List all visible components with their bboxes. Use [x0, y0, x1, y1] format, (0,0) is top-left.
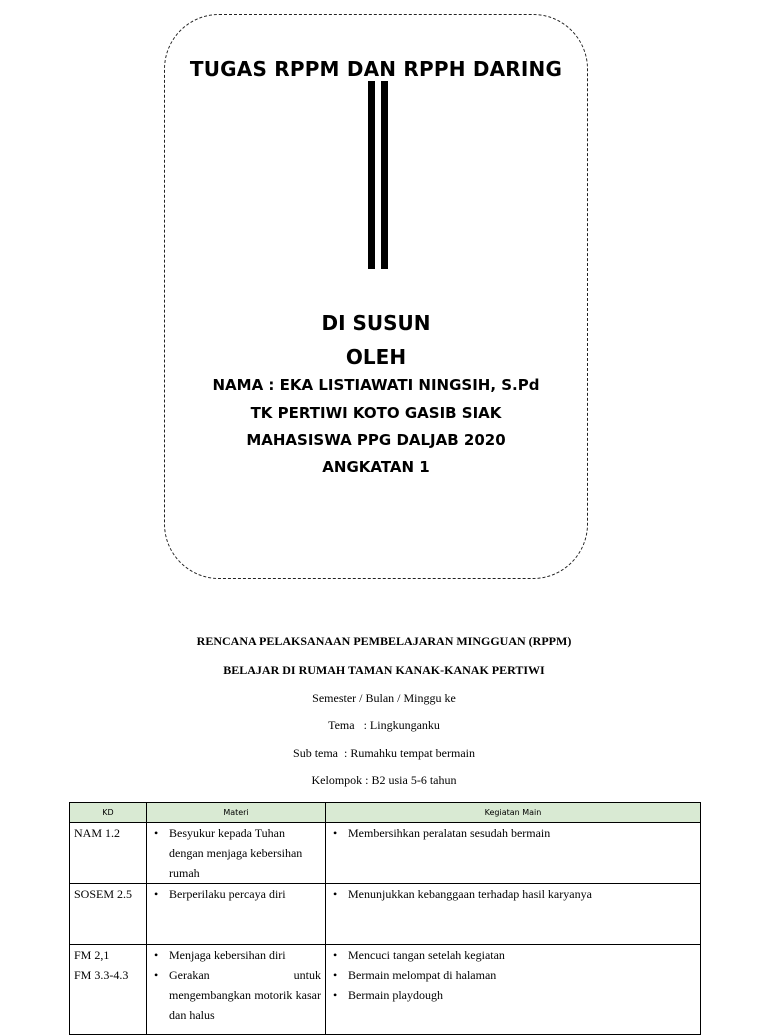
compiled-label: DI SUSUN — [321, 311, 431, 335]
bullet-icon: • — [333, 887, 338, 901]
cohort: ANGKATAN 1 — [322, 458, 430, 476]
list-item — [151, 823, 321, 883]
bullet-icon: • — [333, 968, 338, 982]
rppm-table — [69, 802, 701, 1035]
header-kegiatan: Kegiatan Main — [326, 803, 701, 823]
kd-code: FM 3.3-4.3 — [74, 968, 129, 982]
bar-right — [381, 81, 388, 269]
table-header-row — [70, 803, 701, 823]
school-name: TK PERTIWI KOTO GASIB SIAK — [250, 404, 502, 422]
kd-code: FM 2,1 — [74, 948, 110, 962]
kegiatan-cell — [326, 884, 701, 945]
double-bar-ornament — [368, 81, 388, 269]
cover-frame — [164, 14, 588, 579]
subtheme-line: Sub tema : Rumahku tempat bermain — [293, 746, 475, 760]
kegiatan-cell — [326, 945, 701, 1035]
bullet-icon: • — [154, 887, 159, 901]
materi-cell — [147, 945, 326, 1035]
kd-cell — [70, 884, 147, 945]
bullet-icon: • — [154, 826, 159, 840]
kegiatan-text: Membersihkan peralatan sesudah bermain — [348, 826, 551, 840]
kegiatan-text: Menunjukkan kebanggaan terhadap hasil karyanya — [348, 887, 592, 901]
table-row — [70, 823, 701, 884]
plan-title: RENCANA PELAKSANAAN PEMBELAJARAN MINGGUAN (RPPM) — [196, 634, 572, 648]
kd-code: NAM 1.2 — [74, 826, 121, 840]
bullet-icon: • — [154, 948, 159, 962]
kegiatan-text: Mencuci tangan setelah kegiatan — [348, 948, 505, 962]
materi-text: Besyukur kepada Tuhan dengan menjaga kebersihan rumah — [169, 826, 303, 880]
kd-cell — [70, 823, 147, 884]
materi-text: Berperilaku percaya diri — [169, 887, 286, 901]
author-name: NAMA : EKA LISTIAWATI NINGSIH, S.Pd — [212, 376, 540, 394]
materi-cell — [147, 823, 326, 884]
table-row — [70, 884, 701, 945]
list-item — [151, 965, 321, 1025]
bullet-icon: • — [333, 826, 338, 840]
list-item — [330, 884, 696, 904]
cover-title: TUGAS RPPM DAN RPPH DARING — [189, 57, 563, 81]
materi-cell — [147, 884, 326, 945]
program-name: MAHASISWA PPG DALJAB 2020 — [246, 431, 506, 449]
kd-code: SOSEM 2.5 — [74, 887, 133, 901]
kegiatan-cell — [326, 823, 701, 884]
list-item — [330, 985, 696, 1005]
by-label: OLEH — [345, 345, 407, 369]
table-row — [70, 945, 701, 1035]
theme-line: Tema : Lingkunganku — [328, 718, 440, 732]
group-line: Kelompok : B2 usia 5-6 tahun — [311, 773, 457, 787]
materi-text: Gerakan untuk mengembangkan motorik kasar dan halus — [169, 968, 321, 1022]
list-item — [151, 884, 321, 904]
kegiatan-text: Bermain playdough — [348, 988, 443, 1002]
list-item — [330, 823, 696, 843]
bullet-icon: • — [154, 968, 159, 982]
header-materi: Materi — [147, 803, 326, 823]
list-item — [330, 945, 696, 965]
plan-subtitle: BELAJAR DI RUMAH TAMAN KANAK-KANAK PERTIWI — [223, 663, 545, 677]
bar-left — [368, 81, 375, 269]
semester-line: Semester / Bulan / Minggu ke — [312, 691, 456, 705]
kegiatan-text: Bermain melompat di halaman — [348, 968, 497, 982]
bullet-icon: • — [333, 988, 338, 1002]
materi-text: Menjaga kebersihan diri — [169, 948, 286, 962]
kd-cell — [70, 945, 147, 1035]
list-item — [151, 945, 321, 965]
header-kd: KD — [70, 803, 147, 823]
list-item — [330, 965, 696, 985]
bullet-icon: • — [333, 948, 338, 962]
